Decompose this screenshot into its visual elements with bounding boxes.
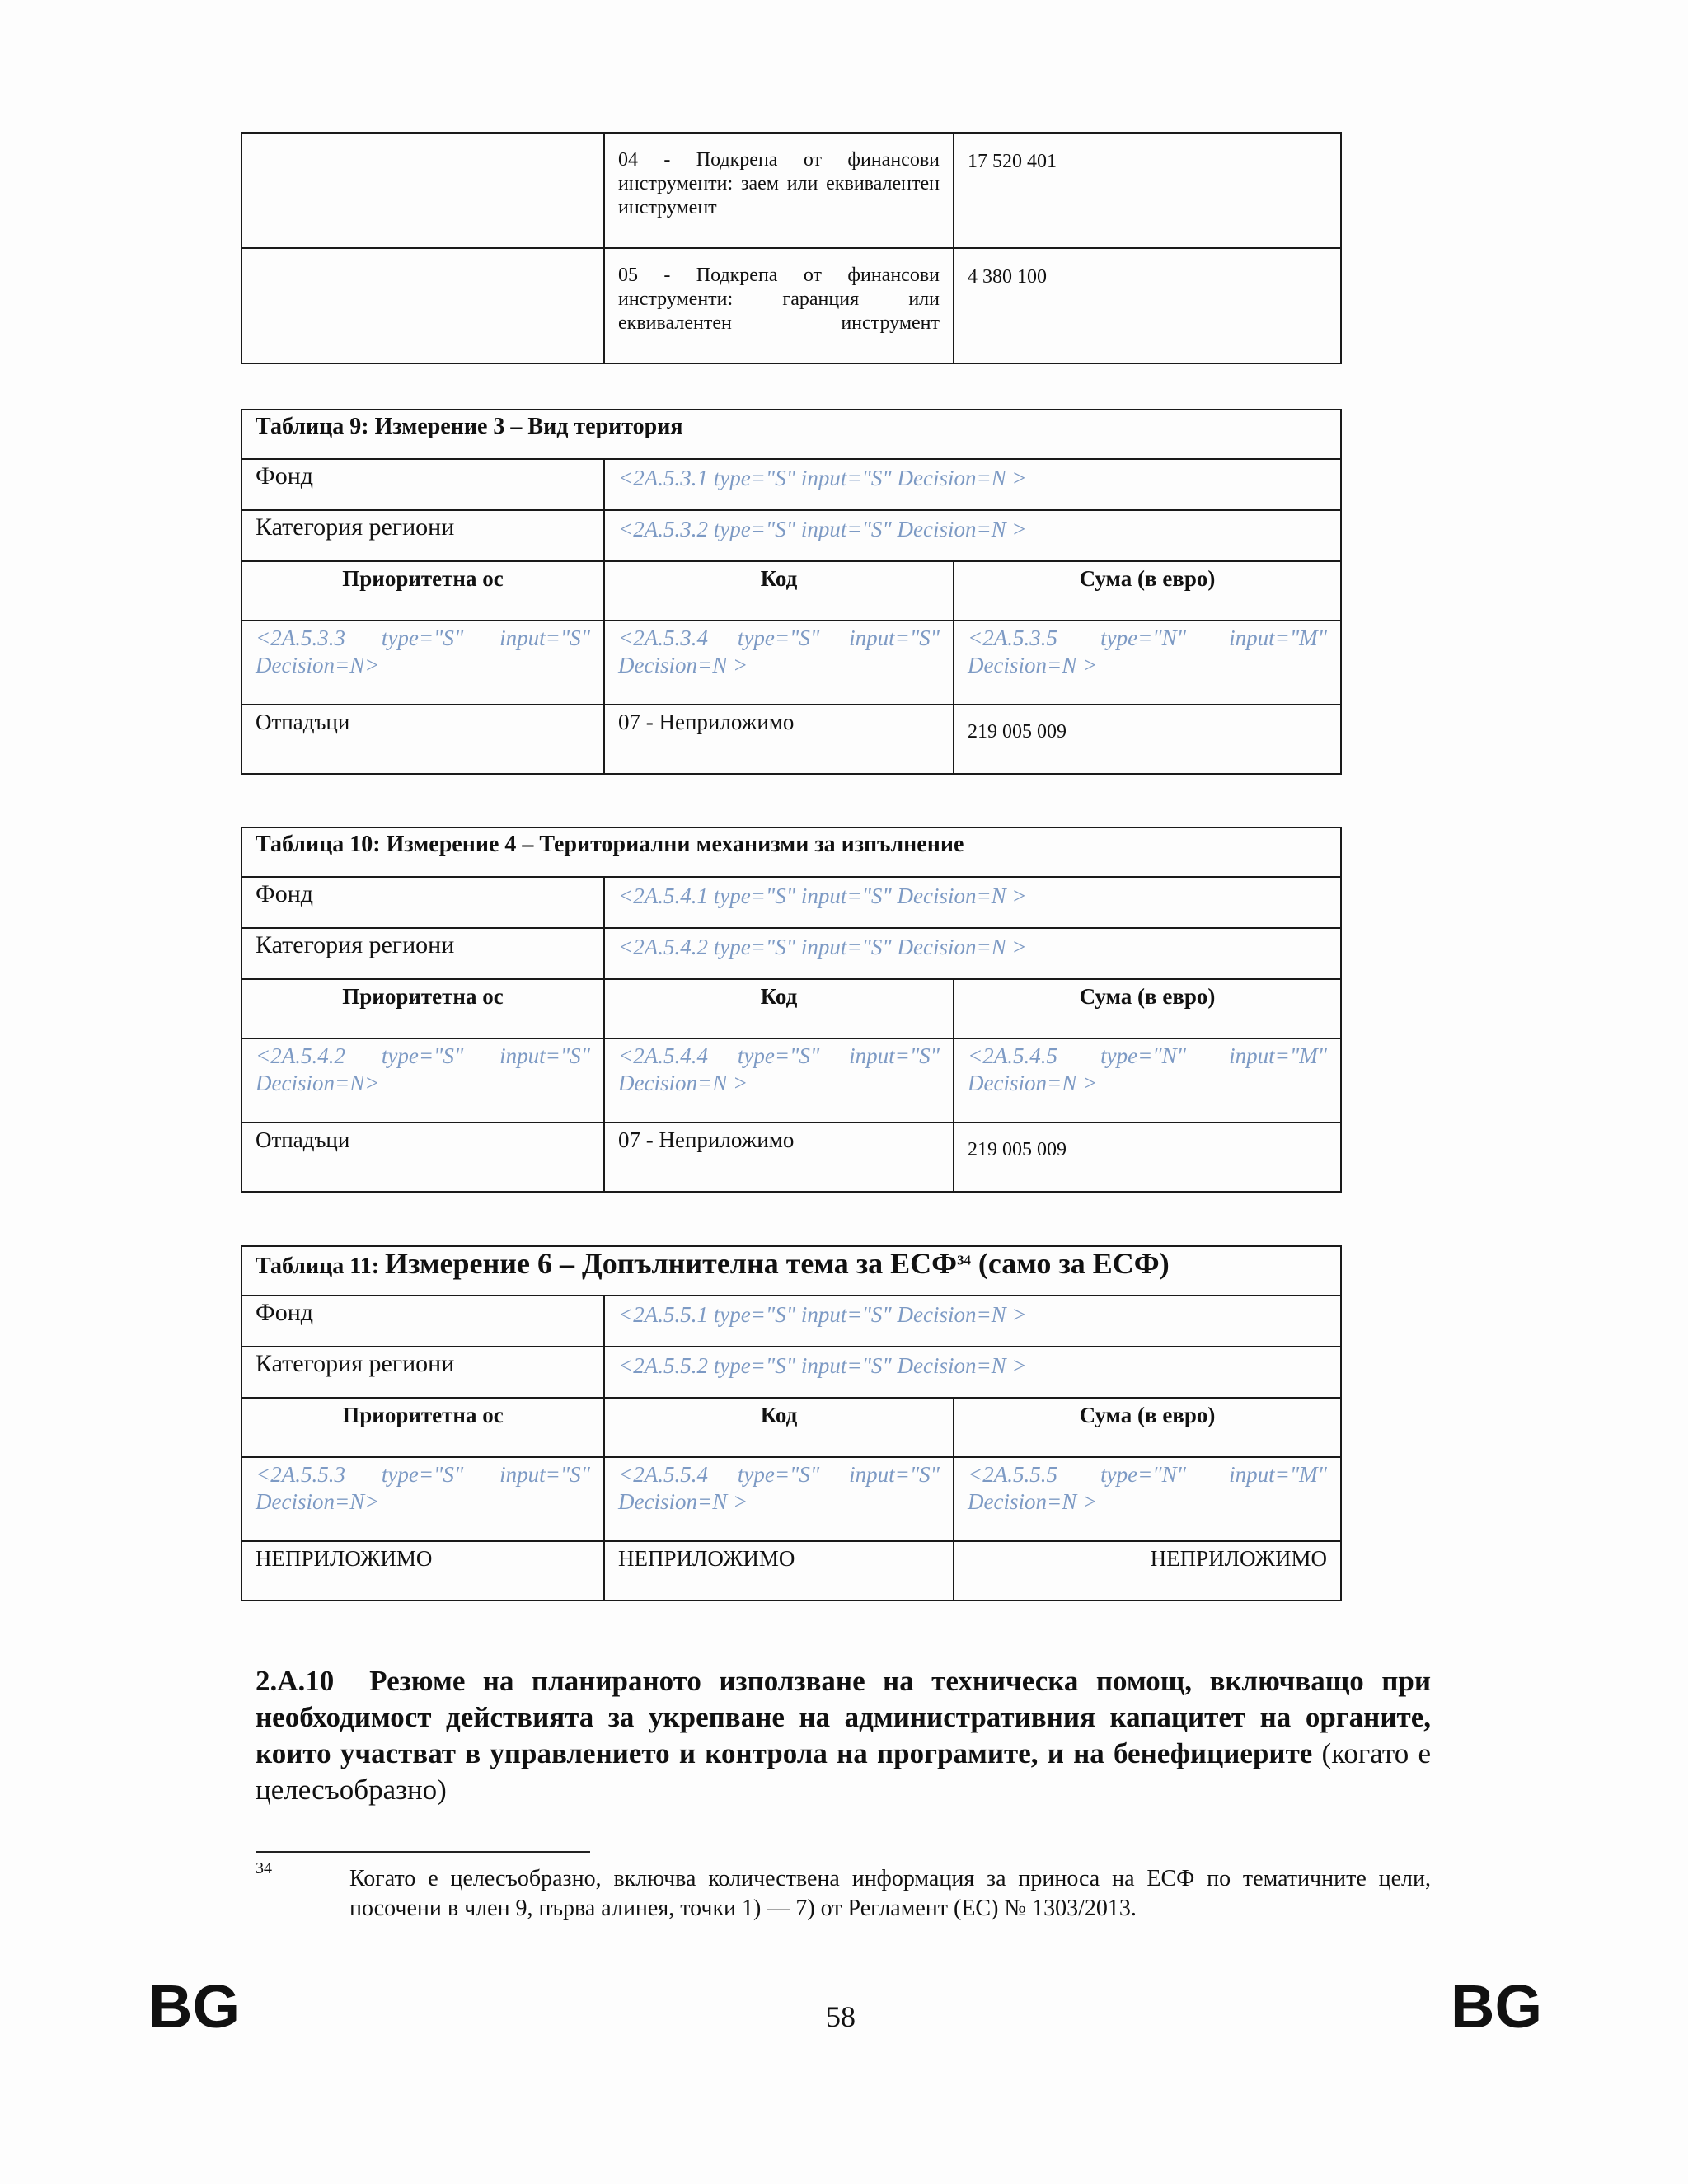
table-title: [241, 1246, 1341, 1296]
section-title: Резюме на планираното използване на техническа помощ, включващо при необходимост действията за укрепване на административния капацитет на органите, които участват в управлението и контрола на програмите, и на бенефициерите: [256, 1665, 1432, 1769]
priority-axis-cell: НЕПРИЛОЖИМО: [241, 1541, 604, 1601]
table-row: [241, 248, 1341, 363]
section-heading: [256, 1663, 1431, 1808]
footnote-divider: [256, 1851, 590, 1853]
template-cell: <2A.5.4.4 type="S" input="S" Decision=N >: [604, 1038, 954, 1122]
title-suffix: (само за ЕСФ): [970, 1247, 1170, 1280]
fund-template: <2A.5.3.1 type="S" input="S" Decision=N >: [604, 459, 1341, 510]
table-row: [241, 1541, 1341, 1601]
table-11: [241, 1245, 1342, 1601]
table-row: [241, 133, 1341, 248]
amount-cell: 219 005 009: [954, 1122, 1341, 1192]
priority-axis-cell: Отпадъци: [241, 1122, 604, 1192]
code-cell: 04 - Подкрепа от финансови инструменти: заем или еквивалентен инструмент: [604, 133, 954, 248]
table-9: [241, 409, 1342, 775]
code-cell: 07 - Неприложимо: [604, 705, 954, 774]
language-code-right: BG: [1451, 1972, 1542, 2041]
amount-cell: НЕПРИЛОЖИМО: [954, 1541, 1341, 1601]
fund-label: Фонд: [241, 459, 604, 510]
fund-template: <2A.5.4.1 type="S" input="S" Decision=N >: [604, 877, 1341, 928]
region-label: Категория региони: [241, 510, 604, 561]
column-header: Приоритетна ос: [241, 1398, 604, 1457]
title-prefix: Таблица 11:: [256, 1254, 386, 1279]
table-row: [241, 705, 1341, 774]
column-header: Сума (в евро): [954, 979, 1341, 1038]
column-header: Сума (в евро): [954, 561, 1341, 621]
column-header: Код: [604, 1398, 954, 1457]
column-header: Приоритетна ос: [241, 979, 604, 1038]
title-main: Измерение 6 – Допълнителна тема за ЕСФ: [385, 1247, 958, 1280]
table-title: Таблица 9: Измерение 3 – Вид територия: [241, 410, 1341, 459]
region-template: <2A.5.4.2 type="S" input="S" Decision=N >: [604, 928, 1341, 979]
priority-axis-cell: Отпадъци: [241, 705, 604, 774]
table-title: Таблица 10: Измерение 4 – Териториални механизми за изпълнение: [241, 827, 1341, 877]
fund-label: Фонд: [241, 877, 604, 928]
financial-instruments-table: [241, 132, 1342, 364]
region-label: Категория региони: [241, 928, 604, 979]
language-code-left: BG: [148, 1972, 240, 2041]
empty-cell: [241, 133, 604, 248]
amount-cell: 17 520 401: [954, 133, 1341, 248]
page-number: 58: [826, 2000, 856, 2033]
fund-label: Фонд: [241, 1296, 604, 1347]
footnote-text: Когато е целесъобразно, включва количествена информация за приноса на ЕСФ по тематичните цели, посочени в член 9, първа алинея, точки 1) — 7) от Регламент (ЕС) № 1303/2013.: [349, 1866, 1431, 1921]
section-number: 2.A.10: [256, 1665, 335, 1697]
region-template: <2A.5.3.2 type="S" input="S" Decision=N >: [604, 510, 1341, 561]
template-cell: <2A.5.4.5 type="N" input="M" Decision=N >: [954, 1038, 1341, 1122]
template-cell: <2A.5.3.3 type="S" input="S" Decision=N>: [241, 621, 604, 705]
template-cell: <2A.5.5.4 type="S" input="S" Decision=N >: [604, 1457, 954, 1541]
region-template: <2A.5.5.2 type="S" input="S" Decision=N >: [604, 1347, 1341, 1398]
code-cell: 07 - Неприложимо: [604, 1122, 954, 1192]
column-header: Приоритетна ос: [241, 561, 604, 621]
template-cell: <2A.5.3.5 type="N" input="M" Decision=N >: [954, 621, 1341, 705]
footnote-mark: 34: [256, 1859, 272, 1877]
template-cell: <2A.5.3.4 type="S" input="S" Decision=N >: [604, 621, 954, 705]
fund-template: <2A.5.5.1 type="S" input="S" Decision=N >: [604, 1296, 1341, 1347]
column-header: Код: [604, 561, 954, 621]
empty-cell: [241, 248, 604, 363]
section-title-note: (когато е целесъобразно): [256, 1737, 1431, 1806]
template-cell: <2A.5.5.3 type="S" input="S" Decision=N>: [241, 1457, 604, 1541]
column-header: Код: [604, 979, 954, 1038]
region-label: Категория региони: [241, 1347, 604, 1398]
template-cell: <2A.5.5.5 type="N" input="M" Decision=N >: [954, 1457, 1341, 1541]
column-header: Сума (в евро): [954, 1398, 1341, 1457]
amount-cell: 219 005 009: [954, 705, 1341, 774]
footnote-ref: 34: [957, 1252, 971, 1268]
code-cell: НЕПРИЛОЖИМО: [604, 1541, 954, 1601]
table-row: [241, 1122, 1341, 1192]
amount-cell: 4 380 100: [954, 248, 1341, 363]
template-cell: <2A.5.4.2 type="S" input="S" Decision=N>: [241, 1038, 604, 1122]
code-cell: 05 - Подкрепа от финансови инструменти: гаранция или еквивалентен инструмент: [604, 248, 954, 363]
table-10: [241, 827, 1342, 1193]
